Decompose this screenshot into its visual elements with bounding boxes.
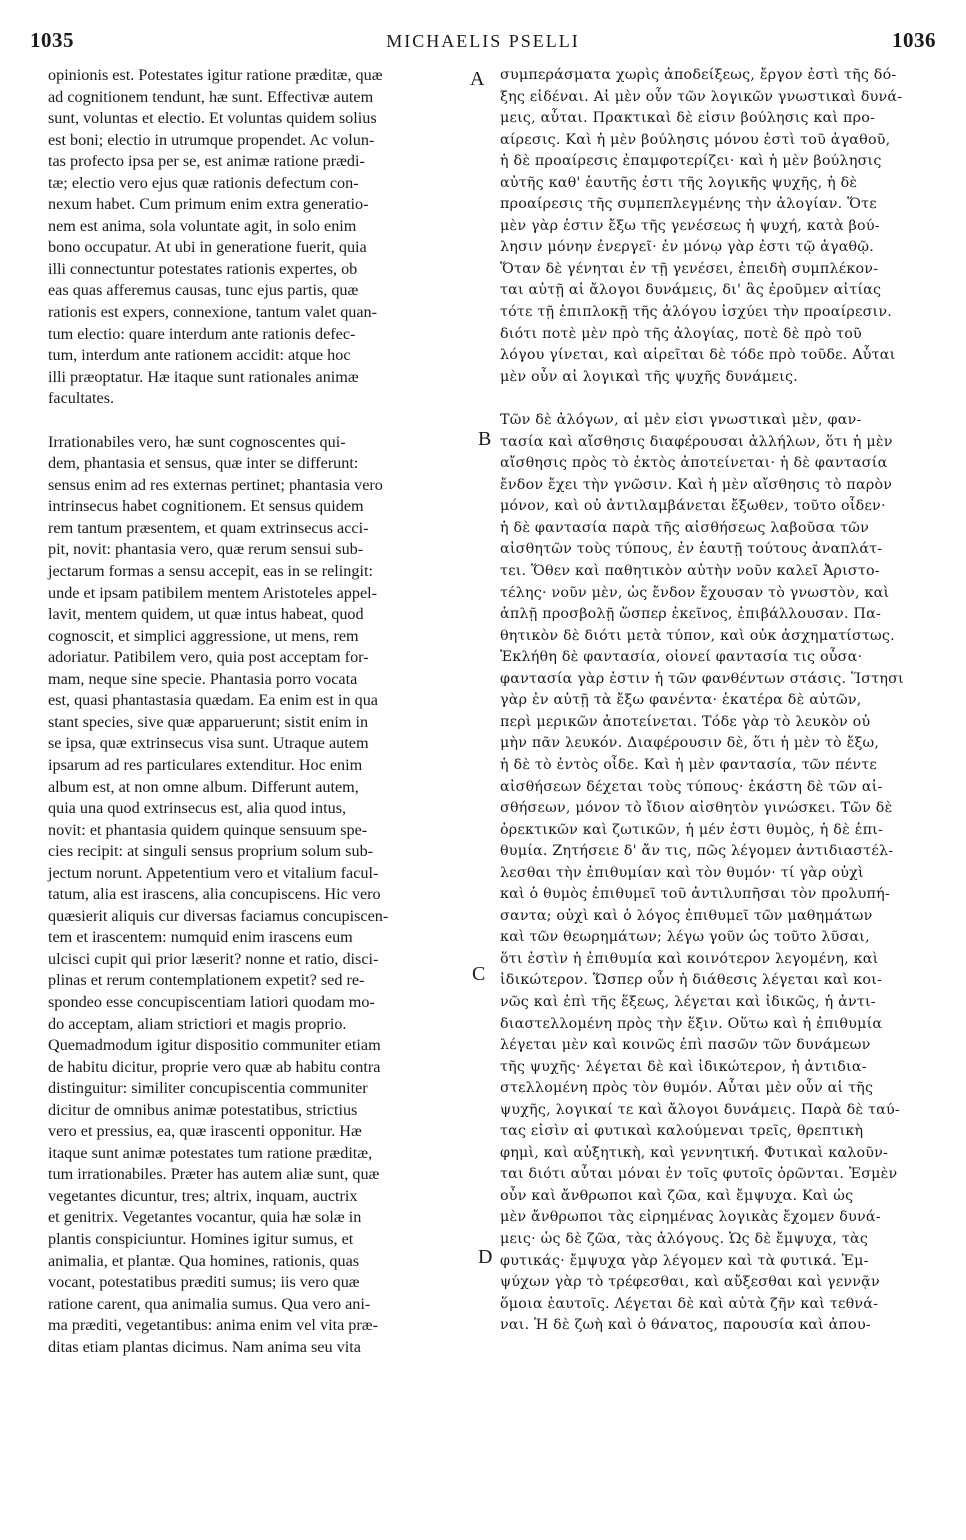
margin-marker-a: A [470, 68, 485, 90]
margin-marker-d: D [478, 1246, 493, 1268]
margin-marker-b: B [478, 428, 492, 450]
greek-paragraph-2: Τῶν δὲ ἀλόγων, αἱ μὲν εἰσι γνωστικαὶ μὲν, φαν- τασία καὶ αἴσθησις διαφέρουσαι ἀλλήλων, ὅτι ἡ μὲν αἴσθησις πρὸς τὸ ἐκτὸς ἀποτείνεται· ἡ δὲ φαντασία ἔνδον ἔχει τὴν γνῶσιν. Καὶ ἡ μὲν αἴσθησις τὸ παρὸν μόνον, καὶ οὐ ἀντιλαμβάνεται ἔξωθεν, τοῦτο οἶδεν· ἡ δὲ φαντασία παρὰ τῆς αἰσθήσεως λαβοῦσα τῶν αἰσθητῶν τοὺς τύπους, ἐν ἑαυτῇ τούτους ἀναπλάτ- τει. Ὅθεν καὶ παθητικὸν αὐτὴν νοῦν καλεῖ Ἀριστο- τέλης· νοῦν μὲν, ὡς ἔνδον ἔχουσαν τὸ γνωστὸν, καὶ ἁπλῇ προσβολῇ ὥσπερ ἐκεῖνος, ἐπιβάλλουσαν. Πα- θητικὸν δὲ διότι μετὰ τύπον, καὶ οὐκ ἀσχηματίστως. Ἐκλήθη δὲ φαντασία, οἱονεί φαντασία τις οὖσα· φαντασία γὰρ ἐστιν ἡ τῶν φανθέντων στάσις. Ἵστησι γὰρ ἐν αὐτῇ τὰ ἔξω φανέντα· ἑκατέρα δὲ αὐτῶν, περὶ μερικῶν ἀποτείνεται. Τόδε γὰρ τὸ λευκὸν οὐ μὴν πᾶν λευκόν. Διαφέρουσιν δὲ, ὅτι ἡ μὲν τὸ ἔξω, ἡ δὲ τὸ ἐντὸς οἶδε. Καὶ ἡ μὲν φαντασία, τῶν πέντε αἰσθήσεων δέχεται τοὺς τύπους· ἑκάστη δὲ τῶν αἰ- σθήσεων, μόνον τὸ ἴδιον αἰσθητὸν γινώσκει. Τῶν δὲ ὀρεκτικῶν καὶ ζωτικῶν, ἡ μέν ἐστι θυμὸς, ἡ δὲ ἐπι- θυμία. Ζητήσειε δ' ἄν τις, πῶς λέγομεν ἀντιδιαστέλ- λεσθαι τὴν ἐπιθυμίαν καὶ τὸν θυμόν· τί γὰρ οὐχὶ καὶ ὁ θυμὸς ἐπιθυμεῖ τοῦ ἀντιλυπῆσαι τὸν προλυπή- σαντα; οὐχὶ καὶ ὁ λόγος ἐπιθυμεῖ τῶν μαθημάτων καὶ τῶν θεωρημάτων; λέγω γοῦν ὡς τοῦτο λῦσαι, ὅτι ἐστὶν ἡ ἐπιθυμία καὶ κοινότερον λεγομένη, καὶ ἰδικώτερον. Ὥσπερ οὖν ἡ διάθεσις λέγεται καὶ κοι- νῶς καὶ ἐπὶ τῆς ἕξεως, λέγεται καὶ ἰδικῶς, ἡ ἀντι- διαστελλομένη πρὸς τὴν ἕξιν. Οὕτω καὶ ἡ ἐπιθυμία λέγεται μὲν καὶ κοινῶς ἐπὶ πασῶν τῶν δυνάμεων τῆς ψυχῆς· λέγεται δὲ καὶ ἰδικώτερον, ἡ ἀντιδια- στελλομένη πρὸς τὸν θυμόν. Αὗται μὲν οὖν αἱ τῆς ψυχῆς, λογικαί τε καὶ ἄλογοι δυνάμεις. Παρὰ δὲ ταύ- τας εἰσὶν αἱ φυτικαὶ καλούμεναι τρεῖς, θρεπτικὴ φημὶ, καὶ αὐξητικὴ, καὶ γεννητική. Φυτικαὶ καλοῦν- ται διότι αὗται μόναι ἐν τοῖς φυτοῖς ὁρῶνται. Ἐσμὲν οὖν καὶ ἄνθρωποι καὶ ζῶα, καὶ ἔμψυχα. Καὶ ὡς μὲν ἄνθρωποι τὰς εἰρημένας λογικὰς ἔχομεν δυνά- μεις· ὡς δὲ ζῶα, τὰς ἀλόγους. Ὡς δὲ ἔμψυχα, τὰς φυτικάς· ἔμψυχα γὰρ λέγομεν καὶ τὰ φυτικά. Ἐμ- ψύχων γὰρ τὸ τρέφεσθαι, καὶ αὔξεσθαι καὶ γεννᾷν ὅμοια ἑαυτοῖς. Λέγεται δὲ καὶ αὐτὰ ζῆν καὶ τεθνά- ναι. Ἡ δὲ ζωὴ καὶ ὁ θάνατος, παρουσία καὶ ἀπου- [500, 412, 904, 1334]
latin-paragraph-1: opinionis est. Potestates igitur ratione præditæ, quæ ad cognitionem tendunt, hæ sunt. Effectivæ autem sunt, voluntas et electio. Et voluntas quidem solius est boni; electio in utrumque propendet. Ac volun- tas profecto ipsa per se, est animæ ratione prædi- tæ; electio vero ejus quæ rationis defectum con- nexum habet. Cum primum enim extra generatio- nem est anima, sola voluntate agit, in solo enim bono occupatur. At ubi in generatione fuerit, quia illi connectuntur potestates rationis expertes, ob eas quas afferemus causas, tunc ejus partis, quæ rationis est expers, connexione, tantum valet quan- tum electio: quare interdum ante rationis defec- tum, interdum ante rationem accidit: atque hoc illi præoptatur. Hæ itaque sunt rationales animæ facultates. [48, 66, 383, 408]
page-header [30, 28, 936, 58]
greek-column [500, 65, 930, 1337]
margin-marker-c: C [472, 963, 486, 985]
latin-paragraph-2: Irrationabiles vero, hæ sunt cognoscentes qui- dem, phantasia et sensus, quæ inter se differunt: sensus enim ad res externas pertinet; phantasia vero intrinsecus habet cognitionem. Et sensus quidem rem tantum præsentem, et quam extrinsecus acci- pit, novit: phantasia vero, quæ rerum sensui sub- jectarum formas a sensu accepit, eas in se relingit: unde et ipsam patibilem mentem Aristoteles appel- lavit, mentem quidem, ut quæ intus habeat, quod cognoscit, et simplici aggressione, ut mens, rem adoriatur. Patibilem vero, quia post acceptam for- mam, neque sine specie. Phantasia porro vocata est, quasi phantastasia quædam. Ea enim est in qua stant species, sive quæ apparuerunt; sistit enim in se ipsa, quæ extrinsecus visa sunt. Utraque autem ipsarum ad res particulares extenditur. Hoc enim album est, at non omne album. Differunt autem, quia una quod extrinsecus est, alia quod intus, novit: et phantasia quidem quinque sensuum spe- cies recipit: at singuli sensus proprium solum sub- jectum norunt. Appetentium vero et vitalium facul- tatum, alia est irascens, alia concupiscens. Hic vero quæsierit aliquis cur diversas faciamus concupiscen- tem et irascentem: numquid enim irascens eum ulcisci cupit qui prior læserit? nonne et ratio, disci- plinas et rerum contemplationem expetit? sed re- spondeo esse concupiscentiam latiori quodam mo- do acceptam, aliam strictiori et magis proprio. Quemadmodum igitur dispositio communiter etiam de habitu dicitur, proprie vero quæ ab habitu contra distinguitur: similiter concupiscentia communiter dicitur de omnibus animæ potestatibus, strictius vero et pressius, ea, quæ irascenti opponitur. Hæ itaque sunt animæ potestates tum ratione præditæ, tum irrationabiles. Præter has autem aliæ sunt, quæ vegetantes dicuntur, tres; altrix, inquam, auctrix et genitrix. Vegetantes vocantur, quia hæ solæ in plantis conspiciuntur. Homines igitur sumus, et animalia, et plantæ. Qua homines, rationis, quas vocant, potestatibus præditi sumus; iis vero quæ ratione carent, qua animalia sumus. Qua vero ani- ma præditi, vegetantibus: anima enim vel vita præ- ditas etiam plantas dicimus. Nam anima seu vita [48, 432, 389, 1356]
page-number-left: 1035 [30, 28, 74, 52]
running-head-title: MICHAELIS PSELLI [386, 31, 580, 51]
page-number-right: 1036 [892, 28, 936, 52]
latin-column [48, 65, 468, 1358]
greek-paragraph-1: συμπεράσματα χωρὶς ἀποδείξεως, ἔργον ἐστὶ τῆς δό- ξης εἰδέναι. Αἱ μὲν οὖν τῶν λογικῶν γνωστικαὶ δυνά- μεις, αὗται. Πρακτικαὶ δὲ εἰσιν βούλησις καὶ προ- αίρεσις. Καὶ ἡ μὲν βούλησις μόνου ἐστὶ τοῦ ἀγαθοῦ, ἡ δὲ προαίρεσις ἐπαμφοτερίζει· καὶ ἡ μὲν βούλησις αὐτῆς καθ' ἑαυτῆς ἐστι τῆς λογικῆς ψυχῆς, ἡ δὲ προαίρεσις τῆς συμπεπλεγμένης τὴν ἀλογίαν. Ὅτε μὲν γὰρ ἐστιν ἔξω τῆς γενέσεως ἡ ψυχή, κατὰ βού- λησιν μόνην ἐνεργεῖ· ἐν μόνῳ γὰρ ἐστι τῷ ἀγαθῷ. Ὅταν δὲ γένηται ἐν τῇ γενέσει, ἐπειδὴ συμπλέκον- ται αὐτῇ αἱ ἄλογοι δυνάμεις, δι' ἃς ἐροῦμεν αἰτίας τότε τῇ ἐπιπλοκῇ τῆς ἀλόγου ἰσχύει τὴν προαίρεσιν. διότι ποτὲ μὲν πρὸ τῆς ἀλογίας, ποτὲ δὲ πρὸ τοῦ λόγου γίνεται, καὶ αἱρεῖται δὲ τόδε πρὸ τοῦδε. Αὗται μὲν οὖν αἱ λογικαὶ τῆς ψυχῆς δυνάμεις. [500, 67, 903, 385]
